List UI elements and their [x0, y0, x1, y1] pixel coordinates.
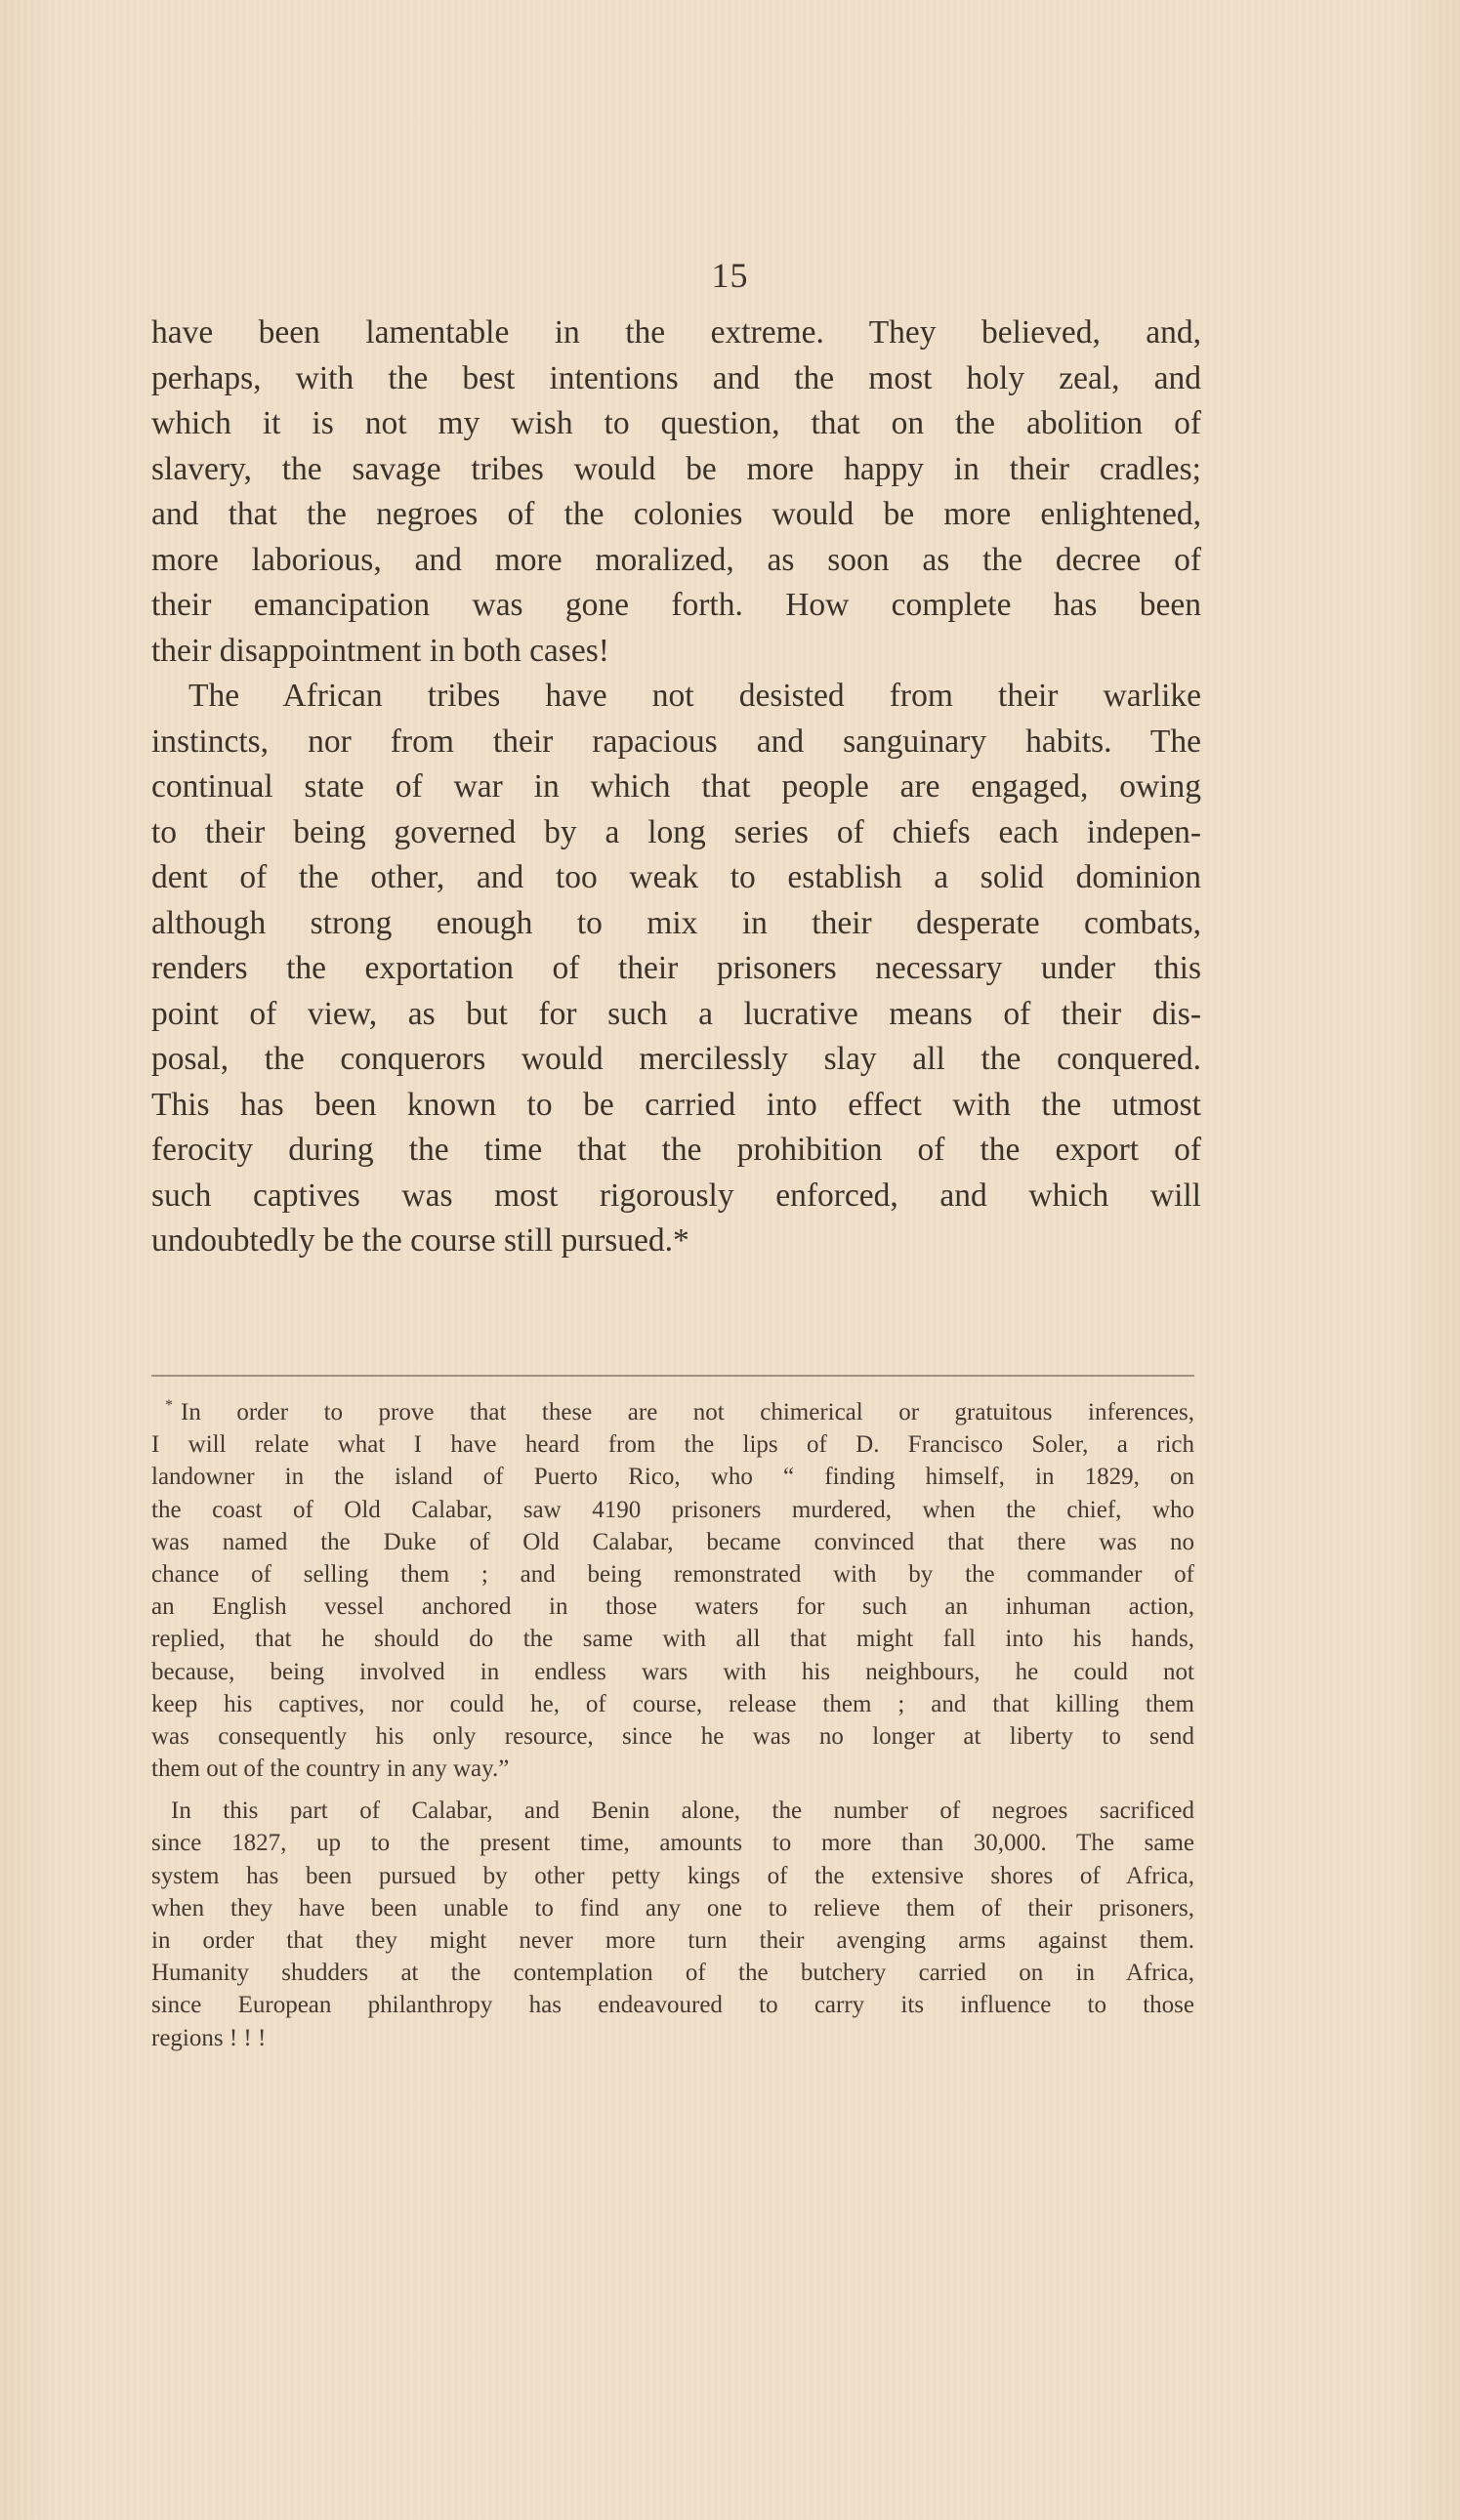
footnote-line: an English vessel anchored in those waters for such an inhuman action,: [151, 1593, 1194, 1621]
text-line: instincts, nor from their rapacious and sanguinary habits. The: [151, 723, 1201, 760]
text-line: which it is not my wish to question, that on the abolition of: [151, 405, 1201, 441]
footnote-line: Humanity shudders at the contemplation of the butchery carried on in Africa,: [151, 1960, 1194, 1987]
footnote-line: replied, that he should do the same with all that might fall into his hands,: [151, 1626, 1194, 1653]
footnote-line: landowner in the island of Puerto Rico, who “ finding himself, in 1829, on: [151, 1464, 1194, 1491]
text-line: ferocity during the time that the prohibition of the export of: [151, 1132, 1201, 1168]
footnote-gap: [151, 1785, 1194, 1795]
footnote-line: chance of selling them ; and being remonstrated with by the commander of: [151, 1560, 1194, 1588]
footnote-line: was named the Duke of Old Calabar, became convinced that there was no: [151, 1528, 1194, 1555]
footnote-line: regions ! ! !: [151, 2024, 267, 2051]
text-line: point of view, as but for such a lucrative means of their dis-: [151, 995, 1201, 1032]
text-line: such captives was most rigorously enforced, and which will: [151, 1177, 1201, 1214]
text-line: undoubtedly be the course still pursued.*: [151, 1222, 689, 1259]
footnote-line: keep his captives, nor could he, of course, release them ; and that killing them: [151, 1690, 1194, 1717]
text-line: their disappointment in both cases!: [151, 632, 609, 669]
footnote-paragraph-1: [151, 1396, 1194, 1785]
footnote-line: because, being involved in endless wars with his neighbours, he could not: [151, 1658, 1194, 1685]
text-line: to their being governed by a long series of chiefs each indepen-: [151, 813, 1201, 850]
paragraph-2: [151, 674, 1201, 1264]
footnote-line: I will relate what I have heard from the lips of D. Francisco Soler, a rich: [151, 1431, 1194, 1459]
text-line: renders the exportation of their prisoners necessary under this: [151, 950, 1201, 986]
footnote-line: since European philanthropy has endeavoured to carry its influence to those: [151, 1992, 1194, 2019]
footnote-line: was consequently his only resource, since he was no longer at liberty to send: [151, 1722, 1194, 1750]
footnote-text: In order to prove that these are not chimerical or gratuitous inferences,: [181, 1399, 1194, 1425]
text-line: more laborious, and more moralized, as soon as the decree of: [151, 541, 1201, 578]
footnotes: [151, 1396, 1194, 2054]
footnote-line: the coast of Old Calabar, saw 4190 prisoners murdered, when the chief, who: [151, 1496, 1194, 1523]
paragraph-1: [151, 310, 1201, 674]
footnote-line: them out of the country in any way.”: [151, 1756, 510, 1783]
footnote-marker: *: [165, 1397, 173, 1414]
text-line: and that the negroes of the colonies would be more enlightened,: [151, 496, 1201, 532]
footnote-divider: [151, 1375, 1194, 1377]
text-line: perhaps, with the best intentions and the most holy zeal, and: [151, 359, 1201, 396]
text-line: continual state of war in which that people are engaged, owing: [151, 768, 1201, 805]
text-line: although strong enough to mix in their desperate combats,: [151, 904, 1201, 941]
footnote-line: when they have been unable to find any one to relieve them of their prisoners,: [151, 1894, 1194, 1921]
text-line: The African tribes have not desisted from their warlike: [188, 678, 1201, 714]
text-line: slavery, the savage tribes would be more happy in their cradles;: [151, 450, 1201, 487]
body-text: [151, 310, 1201, 1264]
footnote-paragraph-2: [151, 1795, 1194, 2054]
text-line: their emancipation was gone forth. How complete has been: [151, 587, 1201, 623]
text-line: dent of the other, and too weak to establish a solid dominion: [151, 859, 1201, 895]
text-line: posal, the conquerors would mercilessly slay all the conquered.: [151, 1041, 1201, 1077]
footnote-line: since 1827, up to the present time, amounts to more than 30,000. The same: [151, 1830, 1194, 1857]
footnote-line: In this part of Calabar, and Benin alone, the number of negroes sacrificed: [171, 1797, 1194, 1825]
footnote-line: system has been pursued by other petty kings of the extensive shores of Africa,: [151, 1862, 1194, 1889]
text-line: have been lamentable in the extreme. They believed, and,: [151, 314, 1201, 351]
text-line: This has been known to be carried into effect with the utmost: [151, 1086, 1201, 1123]
footnote-line: in order that they might never more turn their avenging arms against them.: [151, 1927, 1194, 1954]
footnote-line: [151, 1396, 1194, 1428]
page-number: 15: [711, 256, 749, 295]
